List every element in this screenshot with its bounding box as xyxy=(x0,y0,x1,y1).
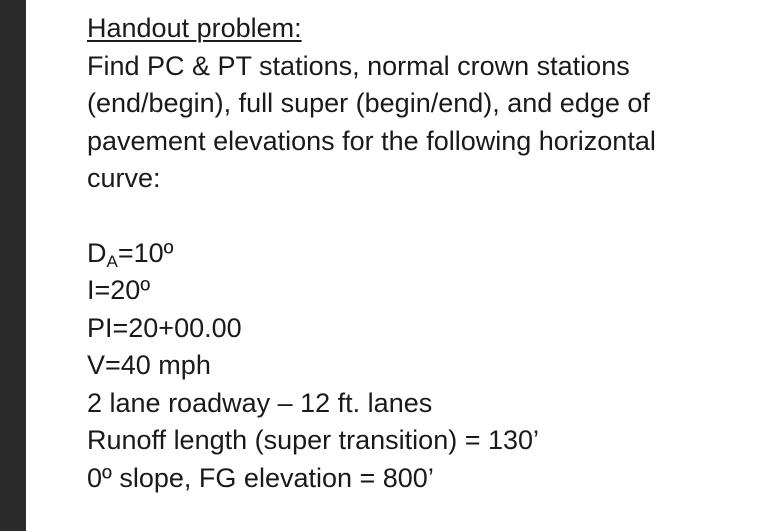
left-window-edge xyxy=(0,0,26,531)
intro-line-1: Find PC & PT stations, normal crown stations xyxy=(87,50,630,81)
da-subscript: A xyxy=(106,251,118,271)
intro-line-2: (end/begin), full super (begin/end), and edge of xyxy=(87,88,650,118)
given-slope-elevation: 0º slope, FG elevation = 800’ xyxy=(87,462,434,493)
da-value: =10º xyxy=(117,237,174,268)
given-degree-of-curve xyxy=(87,235,747,273)
intro-line-4: curve: xyxy=(87,163,161,193)
handout-heading: Handout problem: xyxy=(87,13,302,43)
given-roadway: 2 lane roadway – 12 ft. lanes xyxy=(87,387,433,418)
blank-line xyxy=(87,198,747,235)
intro-line-3: pavement elevations for the following horizontal xyxy=(87,125,656,156)
given-design-speed: V=40 mph xyxy=(87,350,211,380)
da-symbol: D xyxy=(87,237,107,268)
given-runoff-length: Runoff length (super transition) = 130’ xyxy=(87,425,540,455)
handout-document xyxy=(87,10,747,497)
given-pi-station: PI=20+00.00 xyxy=(87,312,242,343)
given-intersection-angle: I=20º xyxy=(87,275,151,305)
